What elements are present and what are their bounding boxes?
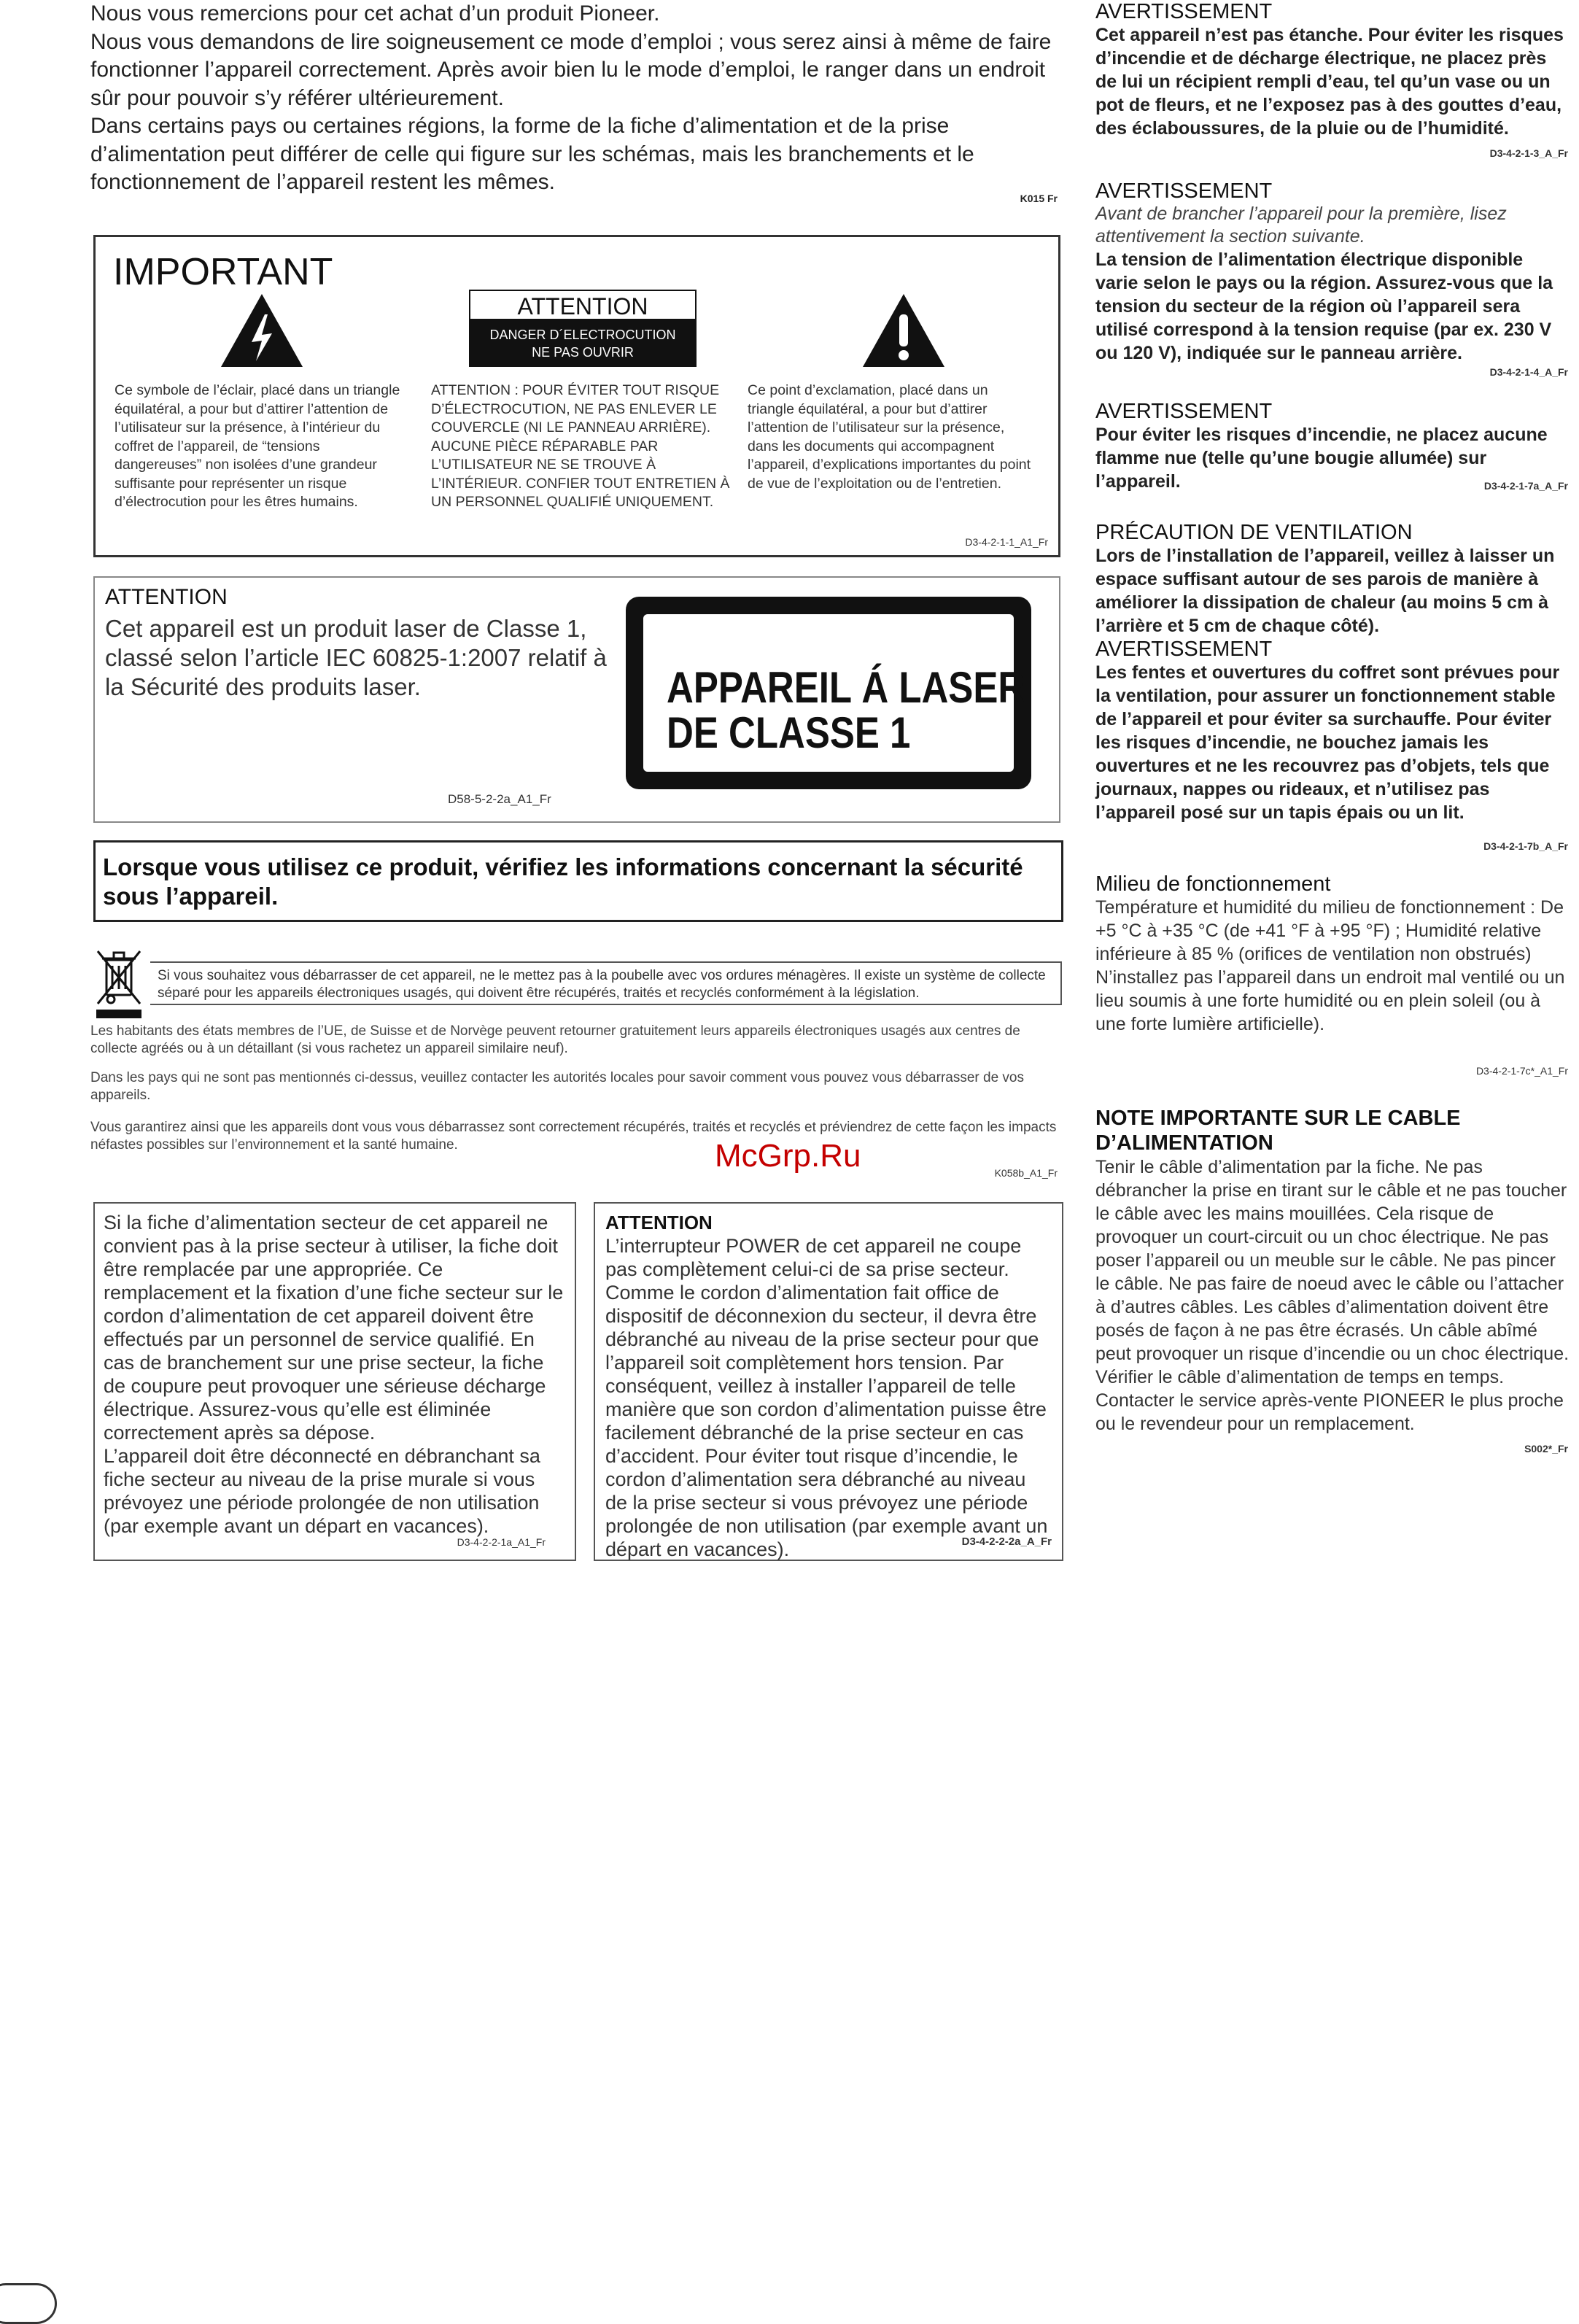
plug-code: D3-4-2-2-1a_A1_Fr	[457, 1536, 546, 1548]
warning-flame-text: Pour éviter les risques d’incendie, ne placez aucune flamme nue (telle qu’une bougie allumée) sur l’appareil.	[1095, 425, 1548, 492]
laser-label-line2: DE CLASSE 1	[667, 708, 911, 757]
environment-text-2: N’installez pas l’appareil dans un endroit mal ventilé ou un lieu soumis à une forte humidité ou en plein soleil (ou à une forte lumière artificielle).	[1095, 967, 1565, 1034]
watermark: McGrp.Ru	[715, 1138, 861, 1174]
ventilation-text: Lors de l’installation de l’appareil, veillez à laisser un espace suffisant autour de ses parois de manière à améliorer la dissipation de chaleur (au moins 5 cm à l’arrière et 5 cm de chaque côté).	[1095, 546, 1555, 636]
page-number-tab	[0, 2283, 57, 2324]
power-switch-box	[594, 1202, 1063, 1561]
power-cable-code: S002*_Fr	[1524, 1443, 1568, 1455]
important-box	[93, 235, 1060, 557]
warning-voltage-intro: Avant de brancher l’appareil pour la première, lisez attentivement la section suivante.	[1095, 204, 1507, 247]
weee-code: K058b_A1_Fr	[994, 1167, 1058, 1179]
lightning-symbol-description: Ce symbole de l’éclair, placé dans un triangle équilatéral, a pour but d’attirer l’attention de l’utilisateur sur la présence, à l’intérieur du coffret de l’appareil, de “tensions dangereuses” non isolées d’une grandeur suffisante pour représenter un risque d’électrocution pour les êtres humains.	[115, 382, 400, 510]
power-cable-title: NOTE IMPORTANTE SUR LE CABLE D’ALIMENTATION	[1095, 1107, 1461, 1155]
ventilation-section	[1095, 521, 1570, 824]
power-cable-section	[1095, 1106, 1570, 1436]
weee-other-countries: Dans les pays qui ne sont pas mentionnés ci-dessus, veuillez contacter les autorités locales pour savoir comment vous pouvez vous débarrasser de vos appareils.	[90, 1070, 1024, 1103]
warning-openings-title: AVERTISSEMENT	[1095, 638, 1273, 661]
weee-recycling-note: Vous garantirez ainsi que les appareils dont vous vous débarrassez sont correctement récupérés, traités et recyclés et préviendrez de cette façon les impacts néfastes possibles sur l’environnement et la santé humaine.	[90, 1120, 1057, 1153]
exclamation-warning-icon	[861, 293, 946, 368]
intro-code: K015 Fr	[1020, 193, 1058, 204]
attention-sublabel	[469, 320, 697, 367]
laser-code: D58-5-2-2a_A1_Fr	[448, 792, 551, 806]
warning-openings-text: Les fentes et ouvertures du coffret sont prévues pour la ventilation, pour assurer un fonctionnement stable de l’appareil et pour éviter sa surchauffe. Pour éviter les risques d’incendie, ne bouchez jamais les ouvertures et ne les recouvrez pas d’objets, tels que journaux, nappes ou rideaux, et n’utilisez pas l’appareil posé sur un tapis épais ou un lit.	[1095, 662, 1560, 823]
warning-water-code: D3-4-2-1-3_A_Fr	[1489, 147, 1568, 159]
warning-water-text: Cet appareil n’est pas étanche. Pour éviter les risques d’incendie et de décharge électrique, ne placez près de lui un récipient rempli d’eau, tel qu’un vase ou un pot de fleurs, et ne l’exposez pas à des gouttes d’eau, des éclaboussures, de la pluie ou de l’humidité.	[1095, 25, 1564, 139]
warning-openings-code: D3-4-2-1-7b_A_Fr	[1483, 840, 1568, 852]
laser-attention-title: ATTENTION	[105, 585, 228, 609]
warning-flame-title: AVERTISSEMENT	[1095, 400, 1273, 423]
intro-read-manual: Nous vous demandons de lire soigneusement ce mode d’emploi ; vous serez ainsi à même de faire fonctionner l’appareil correctement. Après avoir bien lu le mode d’emploi, le ranger dans un endroit sûr pour pouvoir s’y référer ultérieurement.	[90, 29, 1052, 110]
intro-thanks: Nous vous remercions pour cet achat d’un produit Pioneer.	[90, 1, 660, 26]
safety-info-notice: Lorsque vous utilisez ce produit, vérifiez les informations concernant la sécurité sous l’appareil.	[93, 840, 1063, 922]
warning-water	[1095, 0, 1570, 140]
power-code: D3-4-2-2-2a_A_Fr	[961, 1535, 1052, 1548]
weee-box: Si vous souhaitez vous débarrasser de cet appareil, ne le mettez pas à la poubelle avec vos ordures ménagères. Il existe un système de collecte séparé pour les appareils électroniques usagés, qui doivent être récupérés, traités et recyclés conformément à la législation.	[150, 961, 1062, 1005]
environment-title: Milieu de fonctionnement	[1095, 872, 1331, 896]
intro-text	[90, 0, 1053, 197]
plug-disconnect-text: L’appareil doit être déconnecté en débranchant sa fiche secteur au niveau de la prise murale si vous prévoyez une période prolongée de non utilisation (par exemple avant un départ en vacances).	[104, 1445, 540, 1537]
laser-class-text: Cet appareil est un produit laser de Classe 1, classé selon l’article IEC 60825-1:2007 relatif à la Sécurité des produits laser.	[105, 615, 607, 700]
warning-flame-code: D3-4-2-1-7a_A_Fr	[1483, 480, 1568, 492]
warning-voltage-code: D3-4-2-1-4_A_Fr	[1489, 366, 1568, 378]
attention-panel	[469, 290, 697, 370]
environment-section	[1095, 872, 1570, 1036]
power-cable-text: Tenir le câble d’alimentation par la fiche. Ne pas débrancher la prise en tirant sur le câble et ne pas toucher le câble avec les mains mouillées. Cela risque de provoquer un court-circuit ou un choc électrique. Ne pas poser l’appareil ou un meuble sur le câble. Ne pas pincer le câble. Ne pas faire de noeud avec le câble ou l’attacher à d’autres câbles. Les câbles d’alimentation doivent être posés de façon à ne pas être écrasés. Un câble abîmé peut provoquer un risque d’incendie ou un choc électrique. Vérifier le câble d’alimentation de temps en temps. Contacter le service après-vente PIONEER le plus proche ou le revendeur pour un remplacement.	[1095, 1157, 1570, 1434]
crossed-bin-icon	[93, 948, 144, 1020]
intro-plug-shape: Dans certains pays ou certaines régions, la forme de la fiche d’alimentation et de la prise d’alimentation peut différer de celle qui figure sur les schémas, mais les branchements et le fonctionnement de l’appareil restent les mêmes.	[90, 114, 974, 194]
attention-label: ATTENTION	[469, 290, 697, 320]
attention-sub-line2: NE PAS OUVRIR	[532, 345, 634, 360]
plug-replacement-box	[93, 1202, 576, 1561]
warning-voltage-text: La tension de l’alimentation électrique disponible varie selon le pays ou la région. Assurez-vous que la tension du secteur de la région où l’appareil sera utilisé correspond à la tension requise (par ex. 230 V ou 120 V), indiquée sur le panneau arrière.	[1095, 249, 1553, 363]
warning-voltage-title: AVERTISSEMENT	[1095, 179, 1273, 203]
weee-eu-return: Les habitants des états membres de l’UE, de Suisse et de Norvège peuvent retourner gratuitement leurs appareils électroniques usagés aux centres de collecte agréés ou à un détaillant (si vous rachetez un appareil similaire neuf).	[90, 1023, 1020, 1056]
attention-sub-line1: DANGER D´ELECTROCUTION	[489, 328, 676, 342]
important-code: D3-4-2-1-1_A1_Fr	[965, 536, 1048, 548]
warning-water-title: AVERTISSEMENT	[1095, 0, 1273, 23]
laser-label-text	[667, 665, 1025, 756]
laser-box	[93, 576, 1060, 823]
lightning-warning-icon	[220, 293, 304, 368]
environment-text: Température et humidité du milieu de fonctionnement : De +5 °C à +35 °C (de +41 °F à +95 °F) ; Humidité relative inférieure à 85 % (orifices de ventilation non obstrués)	[1095, 897, 1564, 964]
ventilation-title: PRÉCAUTION DE VENTILATION	[1095, 521, 1413, 544]
important-title: IMPORTANT	[113, 251, 333, 293]
power-switch-text: L’interrupteur POWER de cet appareil ne coupe pas complètement celui-ci de sa prise secteur. Comme le cordon d’alimentation fait office de dispositif de déconnexion du secteur, il devra être débranché au niveau de la prise secteur pour que l’appareil soit complètement hors tension. Par conséquent, veillez à installer l’appareil de telle manière que son cordon d’alimentation puisse être facilement débranché de la prise secteur en cas d’accident. Pour éviter tout risque d’incendie, le cordon d’alimentation sera débranché au niveau de la prise secteur si vous prévoyez une période prolongée de non utilisation (par exemple avant un départ en vacances).	[605, 1235, 1048, 1560]
plug-replacement-text: Si la fiche d’alimentation secteur de cet appareil ne convient pas à la prise secteur à utiliser, la fiche doit être remplacée par une appropriée. Ce remplacement et la fixation d’une fiche secteur sur le cordon d’alimentation de cet appareil doivent être effectués par un personnel de service qualifié. En cas de branchement sur une prise secteur, la fiche de coupure peut provoquer une sérieuse décharge électrique. Assurez-vous qu’elle est éliminée correctement après sa dépose.	[104, 1212, 564, 1444]
shock-caution-text: ATTENTION : POUR ÉVITER TOUT RISQUE D’ÉLECTROCUTION, NE PAS ENLEVER LE COUVERCLE (NI LE PANNEAU ARRIÈRE). AUCUNE PIÈCE RÉPARABLE PAR L’UTILISATEUR NE SE TROUVE À L’INTÉRIEUR. CONFIER TOUT ENTRETIEN À UN PERSONNEL QUALIFIÉ UNIQUEMENT.	[431, 382, 730, 510]
warning-flame	[1095, 400, 1570, 493]
exclamation-symbol-description: Ce point d’exclamation, placé dans un triangle équilatéral, a pour but d’attirer l’attention de l’utilisateur sur la présence, dans les documents qui accompagnent l’appareil, d’explications importantes du point de vue de l’exploitation ou de l’entretien.	[748, 382, 1031, 492]
laser-label-line1: APPAREIL Á LASER	[667, 663, 1025, 712]
environment-code: D3-4-2-1-7c*_A1_Fr	[1475, 1065, 1568, 1077]
power-attention-title: ATTENTION	[605, 1212, 713, 1233]
laser-class-label	[626, 597, 1031, 789]
warning-voltage	[1095, 179, 1570, 365]
